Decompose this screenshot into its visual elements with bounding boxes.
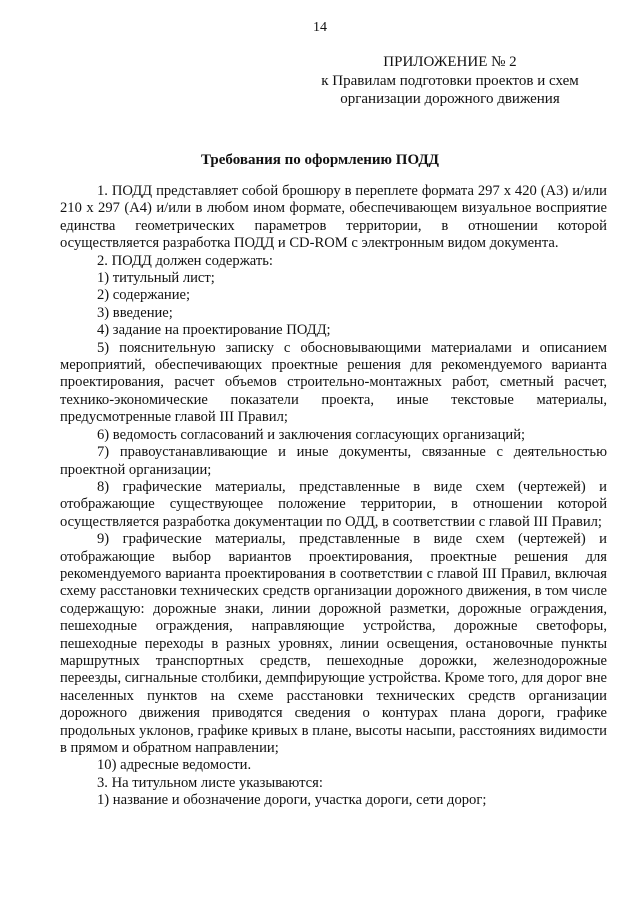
appendix-line-1: к Правилам подготовки проектов и схем xyxy=(321,72,579,89)
appendix-block xyxy=(300,53,600,109)
appendix-heading: ПРИЛОЖЕНИЕ № 2 xyxy=(383,54,517,70)
paragraph: 3. На титульном листе указываются: xyxy=(97,774,323,791)
paragraph: 1. ПОДД представляет собой брошюру в переплете формата 297 х 420 (А3) и/или 210 х 297 (А4) и/или в любом ином формате, обеспечивающем визуальное восприятие единства геометрических параметров территории, в отношении которой осуществляется разработка ПОДД и CD-ROM с электронным видом документа. xyxy=(60,183,607,252)
paragraph: 1) название и обозначение дороги, участка дороги, сети дорог; xyxy=(97,792,487,809)
paragraph: 10) адресные ведомости. xyxy=(97,757,252,774)
paragraph: 7) правоустанавливающие и иные документы, связанные с деятельностью проектной организации; xyxy=(60,444,607,478)
document-title: Требования по оформлению ПОДД xyxy=(200,152,439,168)
paragraph: 2) содержание; xyxy=(97,287,191,304)
paragraph: 4) задание на проектирование ПОДД; xyxy=(97,322,331,339)
page-number: 14 xyxy=(313,20,327,35)
paragraph: 8) графические материалы, представленные в виде схем (чертежей) и отображающие существующее положение территории, в отношении которой осуществляется разработка документации по ОДД, в соответствии с главой III Правил; xyxy=(60,478,607,530)
paragraph: 1) титульный лист; xyxy=(97,270,215,287)
document-body xyxy=(60,183,607,810)
paragraph: 5) пояснительную записку с обосновывающими материалами и описанием мероприятий, обеспечивающих проектные решения для рекомендуемого варианта проектирования, расчет объемов строительно-монтажных работ, сметный расчет, технико-экономические показатели проекта, иные текстовые материалы, предусмотренные главой III Правил; xyxy=(60,339,607,426)
paragraph: 6) ведомость согласований и заключения согласующих организаций; xyxy=(97,426,526,443)
paragraph: 3) введение; xyxy=(97,304,173,321)
paragraph: 9) графические материалы, представленные в виде схем (чертежей) и отображающие выбор вариантов проектирования, проектные решения для рекомендуемого варианта проектирования в соответствии с главой III Правил, включая схему расстановки технических средств организации дорожного движения, в том числе содержащую: дорожные знаки, линии дорожной разметки, дорожные ограждения, пешеходные ограждения, направляющие устройства, дорожные светофоры, пешеходные переходы в разных уровнях, линии освещения, остановочные пункты маршрутных транспортных средств, пешеходные дорожки, железнодорожные переезды, сигнальные столбики, демпфирующие устройства. Кроме того, для дорог вне населенных пунктов на схеме расстановки технических средств организации дорожного движения приводятся сведения о контурах плана дороги, графике продольных уклонов, графике кривых в плане, высоты насыпи, расстояниях видимости в прямом и обратном направлении; xyxy=(60,531,607,756)
paragraph: 2. ПОДД должен содержать: xyxy=(97,252,273,269)
appendix-line-2: организации дорожного движения xyxy=(340,91,560,107)
